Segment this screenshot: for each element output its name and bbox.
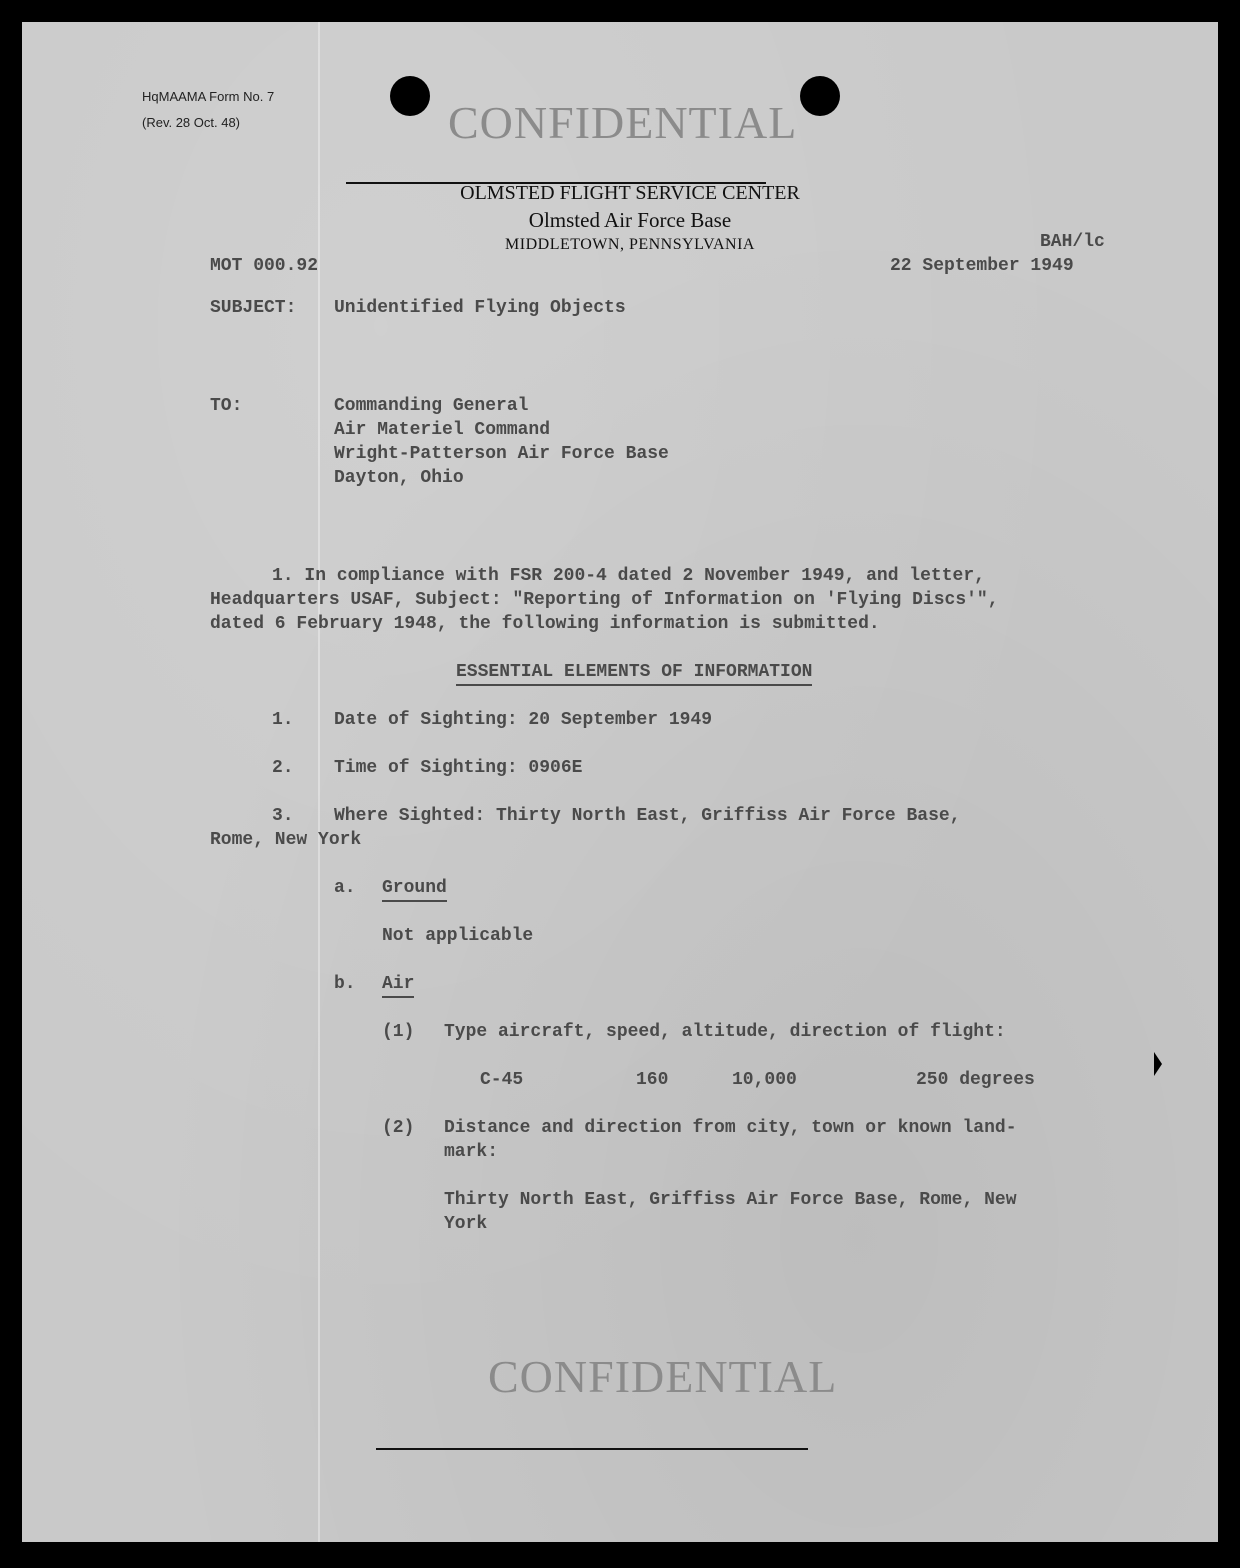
date-of-sighting: Date of Sighting: 20 September 1949	[334, 710, 713, 730]
intro-line: Headquarters USAF, Subject: "Reporting of Information on 'Flying Discs'",	[210, 590, 999, 610]
section-title: ESSENTIAL ELEMENTS OF INFORMATION	[456, 662, 812, 686]
aircraft-question: Type aircraft, speed, altitude, direction of flight:	[444, 1022, 1006, 1042]
subitem-number: (2)	[382, 1118, 415, 1138]
to-line: Wright-Patterson Air Force Base	[334, 444, 669, 464]
subject-label: SUBJECT:	[210, 298, 297, 318]
intro-line: 1. In compliance with FSR 200-4 dated 2 November 1949, and letter,	[272, 566, 985, 586]
page-edge-mark	[1154, 1052, 1162, 1076]
item-number: 1.	[272, 710, 294, 730]
ground-text: Not applicable	[382, 926, 534, 946]
to-line: Dayton, Ohio	[334, 468, 464, 488]
form-number: HqMAAMA Form No. 7	[142, 89, 275, 104]
distance-question: Distance and direction from city, town or known land-	[444, 1118, 1017, 1138]
where-sighted: Where Sighted: Thirty North East, Griffiss Air Force Base,	[334, 806, 961, 826]
distance-question-cont: mark:	[444, 1142, 499, 1162]
item-number: 3.	[272, 806, 294, 826]
form-revision: (Rev. 28 Oct. 48)	[142, 115, 241, 130]
intro-line: dated 6 February 1948, the following information is submitted.	[210, 614, 880, 634]
letterhead-org: OLMSTED FLIGHT SERVICE CENTER	[460, 182, 800, 204]
to-line: Commanding General	[334, 396, 529, 416]
punch-hole-left	[390, 76, 430, 116]
subitem-number: (1)	[382, 1022, 415, 1042]
bottom-rule	[376, 1448, 808, 1450]
confidential-stamp-bottom: CONFIDENTIAL	[488, 1351, 838, 1402]
air-heading: Air	[382, 974, 414, 998]
distance-answer-cont: York	[444, 1214, 488, 1234]
distance-answer: Thirty North East, Griffiss Air Force Base, Rome, New	[444, 1190, 1017, 1210]
confidential-stamp-top: CONFIDENTIAL	[448, 97, 798, 148]
to-line: Air Materiel Command	[334, 420, 551, 440]
letterhead-location: MIDDLETOWN, PENNSYLVANIA	[505, 236, 755, 253]
subitem-letter: a.	[334, 878, 356, 898]
to-label: TO:	[210, 396, 243, 416]
letter-date: 22 September 1949	[890, 256, 1074, 276]
ground-heading: Ground	[382, 878, 447, 902]
subject-text: Unidentified Flying Objects	[334, 298, 626, 318]
subitem-letter: b.	[334, 974, 356, 994]
aircraft-type: C-45	[480, 1070, 524, 1090]
letterhead-base: Olmsted Air Force Base	[528, 208, 732, 232]
item-number: 2.	[272, 758, 294, 778]
time-of-sighting: Time of Sighting: 0906E	[334, 758, 583, 778]
initials: BAH/lc	[1040, 232, 1105, 252]
file-reference: MOT 000.92	[210, 256, 319, 276]
page-fold-line	[318, 22, 320, 1542]
aircraft-speed: 160	[636, 1070, 669, 1090]
punch-hole-right	[800, 76, 840, 116]
aircraft-direction: 250 degrees	[916, 1070, 1035, 1090]
aircraft-altitude: 10,000	[732, 1070, 797, 1090]
where-sighted-cont: Rome, New York	[210, 830, 362, 850]
